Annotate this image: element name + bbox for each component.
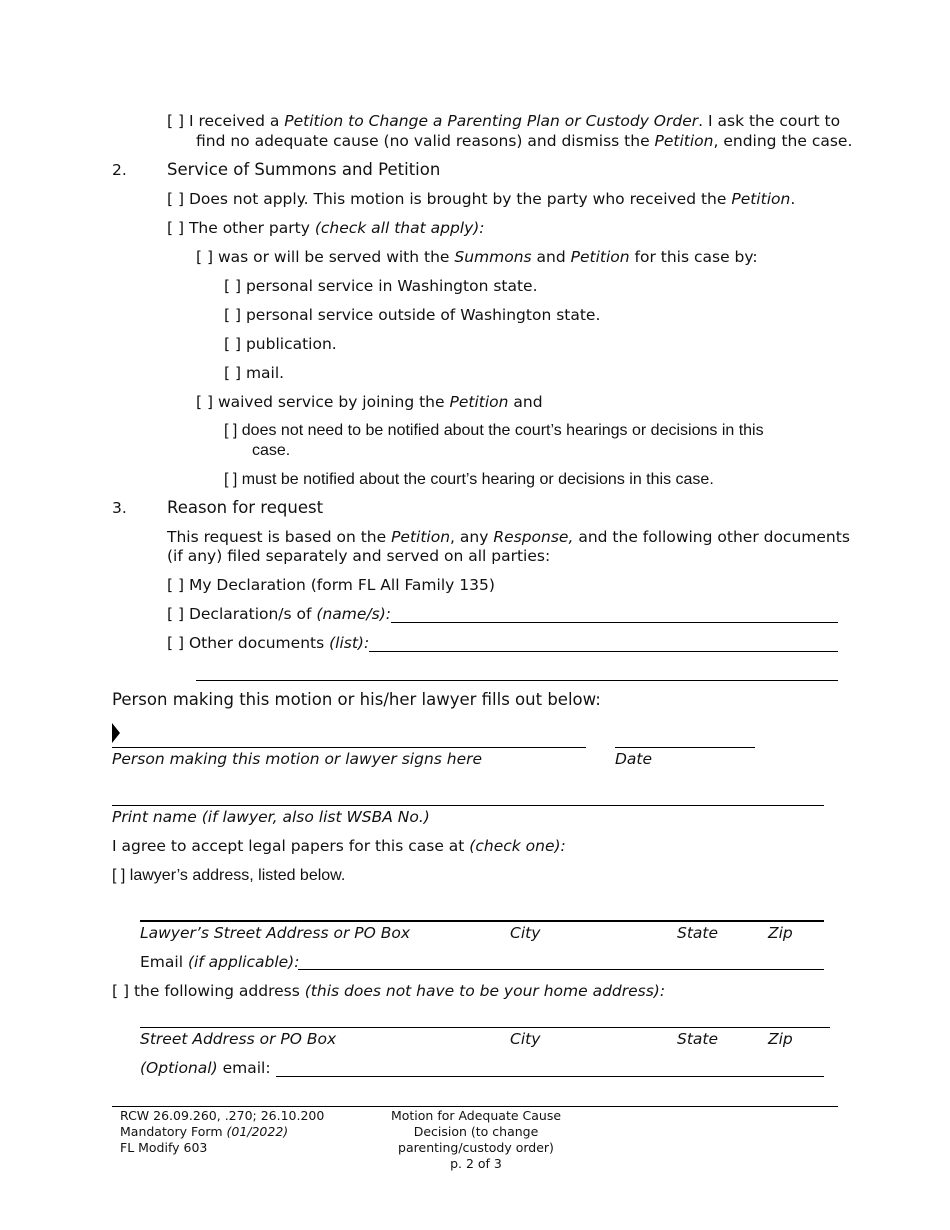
method-publication[interactable]: [ ] publication. [224, 335, 337, 353]
print-name-label: Print name (if lawyer, also list WSBA No.) [112, 808, 430, 826]
text: [ ] Declaration/s of [167, 605, 317, 623]
petition-word: Petition [654, 132, 714, 150]
text: [ ] Other documents [167, 634, 330, 652]
petition-word: Petition [449, 393, 509, 411]
text: [ ] waived service by joining the [196, 393, 450, 411]
zip-label: Zip [768, 1030, 793, 1048]
method-mail[interactable]: [ ] mail. [224, 364, 285, 382]
text: [ ] Does not apply. This motion is brought by the party who received the [167, 190, 732, 208]
sign-here-arrow-icon [112, 723, 120, 743]
other-documents-field[interactable] [369, 651, 838, 652]
dismiss-option-text-end: . I ask the court to [698, 112, 841, 130]
dismiss-option-text: [ ] I received a [167, 112, 285, 130]
agree-accept-papers [112, 836, 566, 856]
text: find no adequate cause (no valid reasons) and dismiss the [196, 132, 655, 150]
other-party-option[interactable] [167, 218, 485, 238]
request-basis-line1 [167, 527, 850, 547]
footer-title-line2: Decision (to change [413, 1124, 539, 1139]
text-end: . [790, 190, 796, 208]
does-not-apply-option[interactable] [167, 189, 795, 209]
served-option[interactable] [196, 247, 758, 267]
request-basis-line2: (if any) filed separately and served on all parties: [167, 547, 551, 565]
street-address-label: Street Address or PO Box [140, 1030, 337, 1048]
lawyer-address-field[interactable] [140, 920, 824, 922]
following-address-option[interactable] [112, 981, 665, 1001]
petition-word: Petition [570, 248, 630, 266]
text: email: [217, 1059, 271, 1077]
date-field[interactable] [615, 747, 755, 748]
footer-title-line1: Motion for Adequate Cause [390, 1108, 562, 1123]
text-end: for this case by: [629, 248, 758, 266]
instruction: (this does not have to be your home address): [304, 982, 666, 1000]
signature-intro: Person making this motion or his/her lawyer fills out below: [112, 690, 601, 709]
street-address-field[interactable] [140, 1027, 830, 1028]
petition-word: Petition [391, 528, 451, 546]
optional-email-field[interactable] [276, 1076, 824, 1077]
must-notify-option[interactable]: [ ] must be notified about the court’s hearing or decisions in this case. [224, 471, 714, 488]
date-label: Date [615, 750, 653, 768]
text: [ ] was or will be served with the [196, 248, 455, 266]
text-and: and [531, 248, 571, 266]
method-personal-wa[interactable]: [ ] personal service in Washington state. [224, 277, 538, 295]
footer-page-number: p. 2 of 3 [450, 1156, 502, 1171]
lawyer-address-option[interactable]: [ ] lawyer’s address, listed below. [112, 867, 346, 884]
no-notify-option[interactable]: [ ] does not need to be notified about the court’s hearings or decisions in this [224, 422, 764, 439]
instruction: (check one): [469, 837, 566, 855]
footer-mandatory [120, 1124, 288, 1140]
lawyer-address-label: Lawyer’s Street Address or PO Box [140, 924, 411, 942]
footer-title-line3: parenting/custody order) [398, 1140, 554, 1155]
footer-form-id: FL Modify 603 [120, 1140, 208, 1155]
text-end: , ending the case. [713, 132, 853, 150]
state-label: State [677, 1030, 719, 1048]
city-label: City [510, 1030, 541, 1048]
text: [ ] The other party [167, 219, 315, 237]
optional-email-label [140, 1058, 271, 1078]
instruction: (if applicable): [187, 953, 300, 971]
section2-number: 2. [112, 161, 127, 179]
no-notify-option-line2: case. [252, 442, 291, 459]
my-declaration-option[interactable]: [ ] My Declaration (form FL All Family 135) [167, 576, 495, 594]
dismiss-option[interactable] [167, 111, 840, 131]
response-word: Response, [493, 528, 574, 546]
lawyer-email-field[interactable] [298, 969, 824, 970]
footer-divider [112, 1106, 838, 1107]
summons-word: Summons [454, 248, 532, 266]
section3-title: Reason for request [167, 498, 324, 517]
signature-field[interactable] [112, 747, 586, 748]
lawyer-city-label: City [510, 924, 541, 942]
waived-option[interactable] [196, 392, 543, 412]
instruction: (list): [329, 634, 370, 652]
lawyer-state-label: State [677, 924, 719, 942]
instruction: (check all that apply): [314, 219, 485, 237]
other-documents-field-2[interactable] [196, 680, 838, 681]
text-any: , any [450, 528, 494, 546]
text: [ ] the following address [112, 982, 305, 1000]
text: This request is based on the [167, 528, 392, 546]
text-end: and [508, 393, 543, 411]
dismiss-option-line2 [196, 131, 852, 151]
text-end: and the following other documents [573, 528, 850, 546]
section3-number: 3. [112, 499, 127, 517]
section2-title: Service of Summons and Petition [167, 160, 441, 179]
text: Email [140, 953, 188, 971]
petition-title: Petition to Change a Parenting Plan or Custody Order [284, 112, 699, 130]
lawyer-email-label [140, 952, 299, 972]
instruction: (name/s): [316, 605, 391, 623]
text: Mandatory Form [120, 1124, 227, 1139]
petition-word: Petition [731, 190, 791, 208]
method-personal-outside[interactable]: [ ] personal service outside of Washington state. [224, 306, 601, 324]
other-documents-option[interactable] [167, 633, 369, 653]
print-name-field[interactable] [112, 805, 824, 806]
text: I agree to accept legal papers for this case at [112, 837, 470, 855]
footer-rcw: RCW 26.09.260, .270; 26.10.200 [120, 1108, 325, 1123]
lawyer-zip-label: Zip [768, 924, 793, 942]
declaration-names-field[interactable] [391, 622, 838, 623]
form-date: (01/2022) [226, 1124, 289, 1139]
optional-word: (Optional) [140, 1059, 218, 1077]
declaration-of-option[interactable] [167, 604, 391, 624]
signature-label: Person making this motion or lawyer signs here [112, 750, 483, 768]
